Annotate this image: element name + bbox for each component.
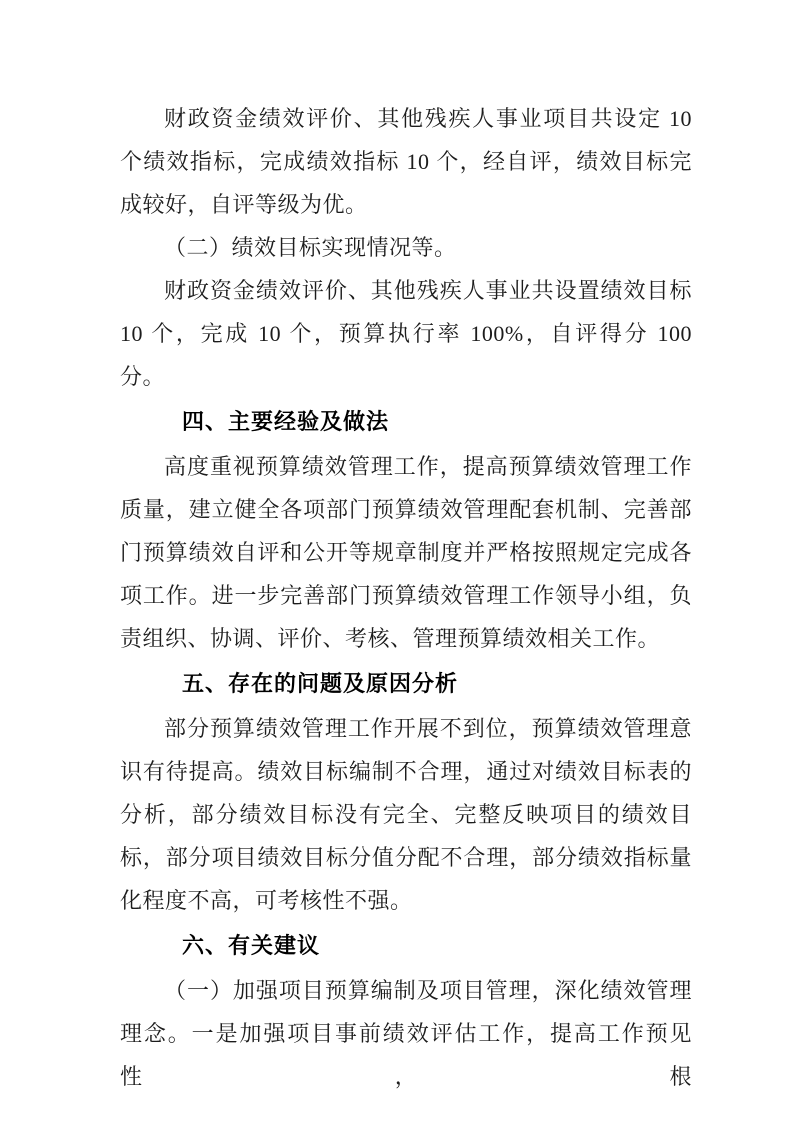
- section-heading-suggestions: 六、有关建议: [182, 933, 321, 958]
- paragraph-goal-realization-label: （二）绩效目标实现情况等。: [164, 235, 457, 260]
- section-heading-problems: 五、存在的问题及原因分析: [182, 671, 459, 696]
- paragraph-experience-detail: 高度重视预算绩效管理工作，提高预算绩效管理工作质量，建立健全各项部门预算绩效管理配套机制、完善部门预算绩效自评和公开等规章制度并严格按照规定完成各项工作。进一步完善部门预算绩效管理工作领导小组，负责组织、协调、评价、考核、管理预算绩效相关工作。: [120, 454, 692, 651]
- paragraph-problems-detail: 部分预算绩效管理工作开展不到位，预算绩效管理意识有待提高。绩效目标编制不合理，通过对绩效目标表的分析，部分绩效目标没有完全、完整反映项目的绩效目标，部分项目绩效目标分值分配不合理，部分绩效指标量化程度不高，可考核性不强。: [120, 716, 692, 913]
- paragraph-suggestions-detail: （一）加强项目预算编制及项目管理，深化绩效管理理念。一是加强项目事前绩效评估工作，提高工作预见性，根: [120, 978, 692, 1089]
- paragraph-goal-realization-detail: 财政资金绩效评价、其他残疾人事业共设置绩效目标 10 个，完成 10 个，预算执行率 100%，自评得分 100 分。: [120, 278, 692, 389]
- paragraph-performance-indicators: 财政资金绩效评价、其他残疾人事业项目共设定 10 个绩效指标，完成绩效指标 10 个，经自评，绩效目标完成较好，自评等级为优。: [120, 106, 692, 217]
- section-heading-experience: 四、主要经验及做法: [182, 409, 390, 434]
